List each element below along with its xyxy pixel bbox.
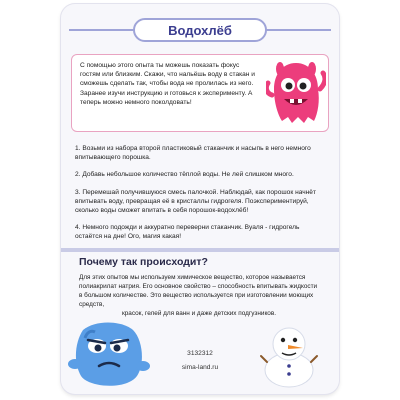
product-sku: 3132312 [187,350,213,357]
why-heading: Почему так происходит? [79,256,208,268]
page-title: Водохлёб [133,18,267,42]
website-link[interactable]: sima-land.ru [181,364,219,371]
step-3: 3. Перемешай получившуюся смесь палочкой. Наблюдай, как порошок начнёт впитывать воду, превращая её в кристаллы гидрогеля. Поэкспериментируй, сколько воды сможет впитать в себя порошок-водохлёб! [75,188,316,215]
title-bar [69,18,331,42]
title-line-right [263,29,331,31]
step-2: 2. Добавь небольшое количество тёплой воды. Не лей слишком много. [75,171,294,179]
intro-box [71,54,329,132]
why-text [79,274,319,319]
blue-monster-illustration [67,316,153,390]
title-line-left [69,29,137,31]
snowman-illustration [259,322,319,388]
step-4: 4. Немного подожди и аккуратно переверни стаканчик. Вуаля - гидрогель остаётся на дне! Ого, магия какая! [75,224,300,241]
step-1: 1. Возьми из набора второй пластиковый стаканчик и насыпь в него немного впитывающего порошка. [75,145,311,162]
section-divider [61,248,339,252]
instruction-card [61,4,339,394]
why-text-centered: красок, гелей для ванн и даже детских подгузников. [121,309,277,317]
pink-monster-illustration [266,59,326,127]
why-text-main: Для этих опытов мы используем химическое вещество, которое называется полиакрилат натрия. Его основное свойство – способность впитывать жидкости в большом количестве. Это вещество используется при изготовлении моющих средств, [79,274,318,308]
steps-list [75,144,327,250]
intro-text: С помощью этого опыта ты можешь показать фокус гостям или близким. Скажи, что нальёшь воду в стакан и сможешь сделать так, чтобы вода не пролилась из него. Заранее изучи инструкцию и готовься к эксперименту. А теперь можно немного поколдовать! [80,62,255,106]
